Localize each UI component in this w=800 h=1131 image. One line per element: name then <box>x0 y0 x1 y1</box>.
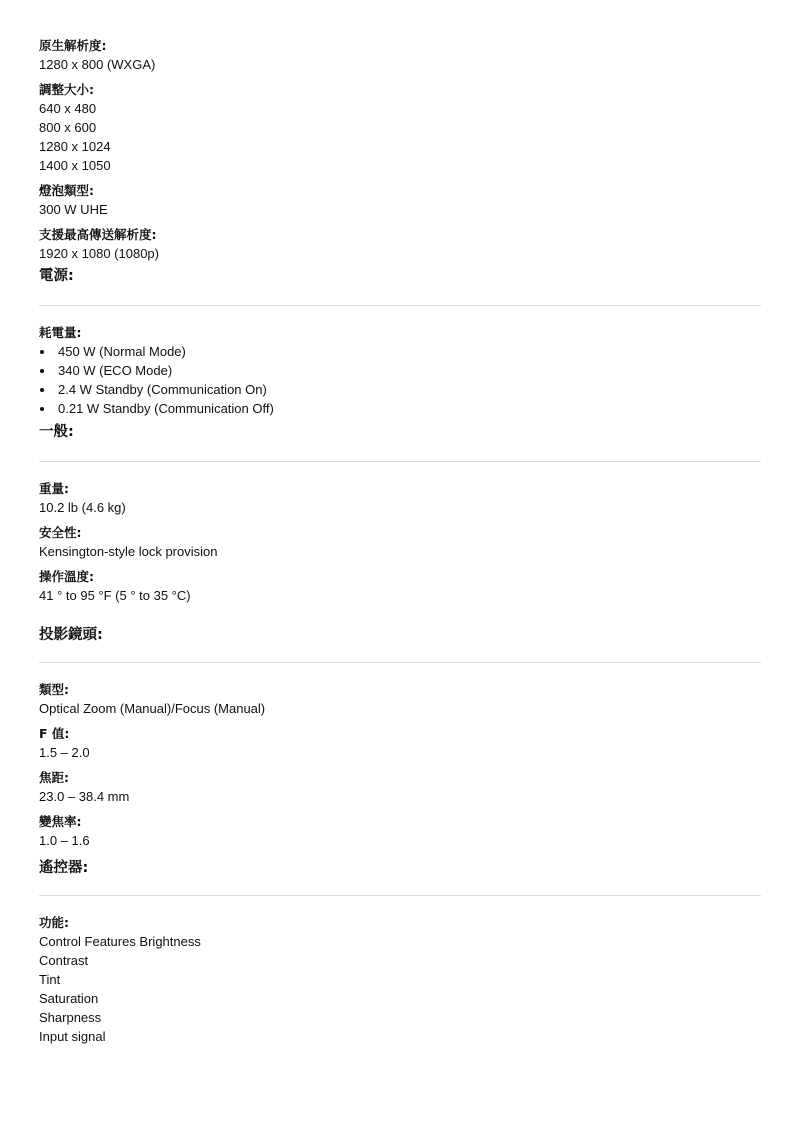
zoom-ratio-label: 變焦率: <box>39 814 82 829</box>
native-resolution-label: 原生解析度: <box>39 38 107 53</box>
weight-value: 10.2 lb (4.6 kg) <box>39 500 126 515</box>
section-divider <box>39 895 761 896</box>
remote-function-value: Saturation <box>39 991 99 1006</box>
max-resolution-label: 支援最高傳送解析度: <box>39 227 157 242</box>
security-value: Kensington-style lock provision <box>39 544 218 559</box>
operating-temperature-spec <box>39 567 761 605</box>
remote-section <box>39 858 761 896</box>
power-heading: 電源: <box>39 268 74 284</box>
remote-function-value: Control Features Brightness <box>39 934 201 949</box>
lamp-type-spec <box>39 181 761 219</box>
resize-value: 1280 x 1024 <box>39 139 111 154</box>
lens-type-value: Optical Zoom (Manual)/Focus (Manual) <box>39 701 266 716</box>
focal-length-label: 焦距: <box>39 770 69 785</box>
security-label: 安全性: <box>39 525 82 540</box>
max-resolution-spec <box>39 225 761 263</box>
security-spec <box>39 523 761 561</box>
remote-function-value: Sharpness <box>39 1010 102 1025</box>
remote-function-value: Input signal <box>39 1029 106 1044</box>
power-consumption-label: 耗電量: <box>39 325 82 340</box>
native-resolution-value: 1280 x 800 (WXGA) <box>39 57 156 72</box>
remote-heading: 遙控器: <box>39 860 89 876</box>
f-number-spec <box>39 724 761 762</box>
general-heading: 一般: <box>39 424 74 440</box>
operating-temperature-value: 41 ° to 95 °F (5 ° to 35 °C) <box>39 588 191 603</box>
focal-length-value: 23.0 – 38.4 mm <box>39 789 130 804</box>
spec-sheet <box>39 36 761 1052</box>
lens-heading: 投影鏡頭: <box>39 627 103 643</box>
list-item: 2.4 W Standby (Communication On) <box>39 380 761 399</box>
resize-value: 800 x 600 <box>39 120 97 135</box>
power-section <box>39 266 761 306</box>
list-item: 0.21 W Standby (Communication Off) <box>39 399 761 418</box>
lamp-type-label: 燈泡類型: <box>39 183 94 198</box>
zoom-ratio-value: 1.0 – 1.6 <box>39 833 90 848</box>
operating-temperature-label: 操作溫度: <box>39 569 94 584</box>
f-number-label: F 值: <box>39 726 70 741</box>
resize-label: 調整大小: <box>39 82 94 97</box>
resize-value: 640 x 480 <box>39 101 97 116</box>
section-divider <box>39 662 761 663</box>
native-resolution-spec <box>39 36 761 74</box>
max-resolution-value: 1920 x 1080 (1080p) <box>39 246 159 261</box>
f-number-value: 1.5 – 2.0 <box>39 745 90 760</box>
general-section <box>39 422 761 462</box>
remote-function-value: Contrast <box>39 953 89 968</box>
power-consumption-list <box>39 342 761 418</box>
lamp-type-value: 300 W UHE <box>39 202 108 217</box>
resize-value: 1400 x 1050 <box>39 158 111 173</box>
section-divider <box>39 461 761 462</box>
lens-type-spec <box>39 680 761 718</box>
remote-function-label: 功能: <box>39 915 69 930</box>
remote-function-value: Tint <box>39 972 61 987</box>
zoom-ratio-spec <box>39 812 761 850</box>
weight-spec <box>39 479 761 517</box>
lens-type-label: 類型: <box>39 682 69 697</box>
resize-spec <box>39 80 761 175</box>
lens-section <box>39 625 761 663</box>
remote-function-spec <box>39 913 761 1046</box>
list-item: 340 W (ECO Mode) <box>39 361 761 380</box>
power-consumption-spec <box>39 323 761 418</box>
section-divider <box>39 305 761 306</box>
focal-length-spec <box>39 768 761 806</box>
list-item: 450 W (Normal Mode) <box>39 342 761 361</box>
weight-label: 重量: <box>39 481 69 496</box>
